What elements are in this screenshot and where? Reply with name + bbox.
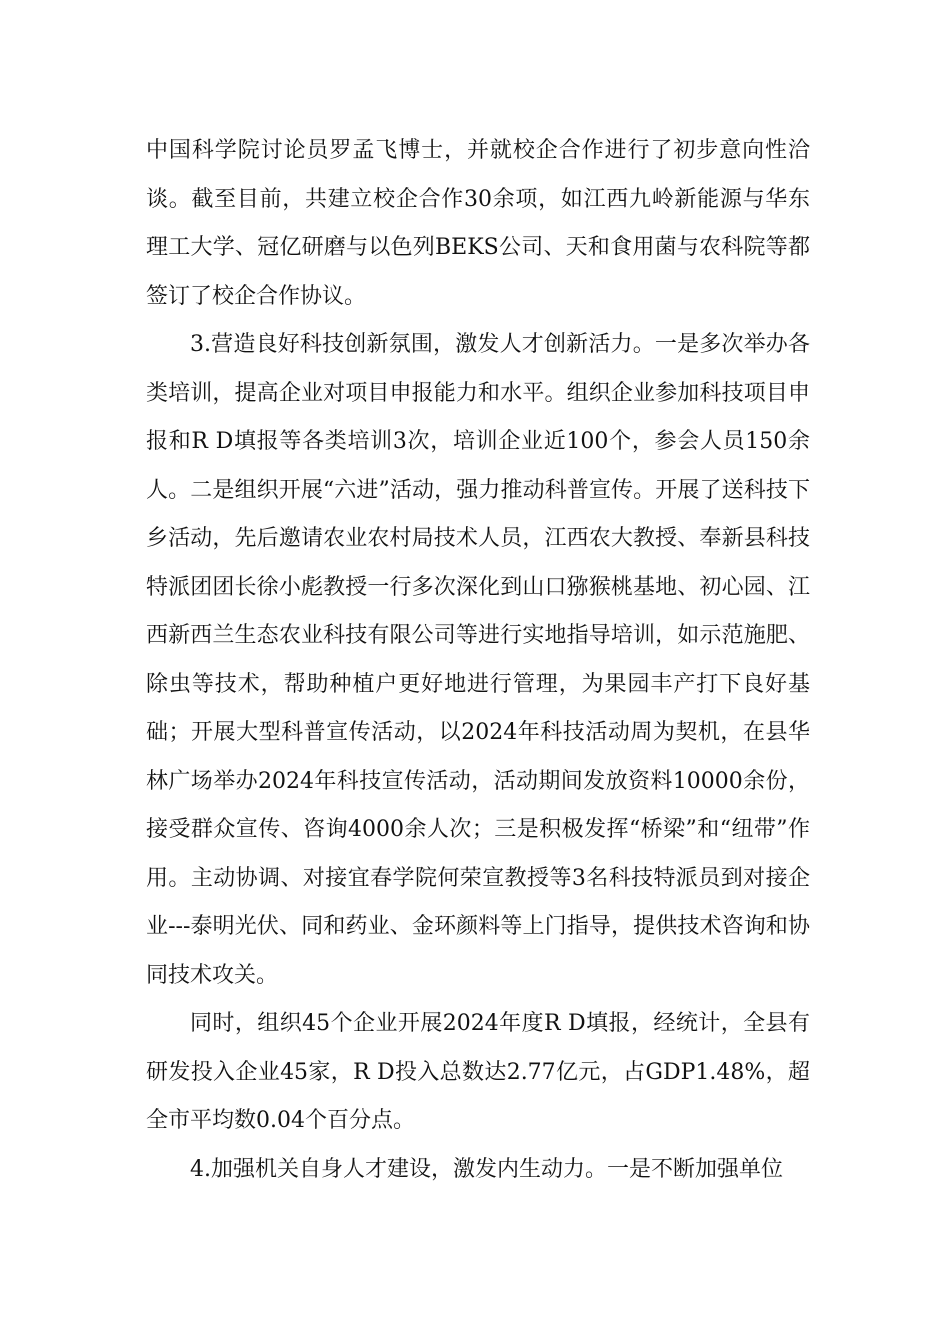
- paragraph-3: 同时，组织45个企业开展2024年度R D填报，经统计，全县有研发投入企业45家，R D投入总数达2.77亿元，占GDP1.48%，超全市平均数0.04个百分点。: [146, 1011, 810, 1133]
- paragraph-2: 3.营造良好科技创新氛围，激发人才创新活力。一是多次举办各类培训，提高企业对项目申报能力和水平。组织企业参加科技项目申报和R D填报等各类培训3次，培训企业近100个，参会人员150余人。二是组织开展“六进”活动，强力推动科普宣传。开展了送科技下乡活动，先后邀请农业农村局技术人员，江西农大教授、奉新县科技特派团团长徐小彪教授一行多次深化到山口猕猴桃基地、初心园、江西新西兰生态农业科技有限公司等进行实地指导培训，如示范施肥、除虫等技术，帮助种植户更好地进行管理，为果园丰产打下良好基础；开展大型科普宣传活动，以2024年科技活动周为契机，在县华林广场举办2024年科技宣传活动，活动期间发放资料10000余份，接受群众宣传、咨询4000余人次；三是积极发挥“桥梁”和“纽带”作用。主动协调、对接宜春学院何荣宣教授等3名科技特派员到对接企业---泰明光伏、同和药业、金环颜料等上门指导，提供技术咨询和协同技术攻关。: [146, 332, 810, 988]
- document-body: [146, 127, 810, 1194]
- paragraph-1: 中国科学院讨论员罗孟飞博士，并就校企合作进行了初步意向性洽谈。截至目前，共建立校企合作30余项，如江西九岭新能源与华东理工大学、冠亿研磨与以色列BEKS公司、天和食用菌与农科院等都签订了校企合作协议。: [146, 138, 810, 309]
- paragraph-4: 4.加强机关自身人才建设，激发内生动力。一是不断加强单位: [190, 1156, 783, 1182]
